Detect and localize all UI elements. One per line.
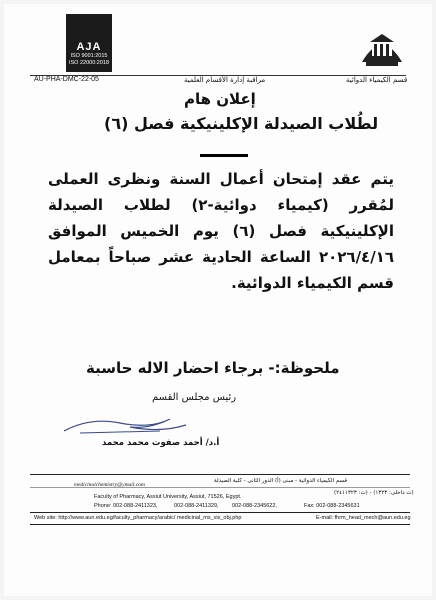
handwritten-signature — [60, 409, 190, 439]
iso-line-1: ISO 9001:2015 — [70, 53, 108, 59]
header-center-text: مراقبة إدارة الأقسام العلمية — [184, 76, 266, 84]
footer-arabic-phone: (ت داخلى: ١٣٢٣) - (ت: ٢٤١١٣٢٣) — [334, 490, 414, 496]
footer-divider-bottom — [30, 524, 410, 525]
logo-text: AJA — [76, 41, 102, 53]
announcement-subtitle: لطُلاب الصيدلة الإكلينيكية فصل (٦) — [104, 114, 379, 133]
note-text: ملحوظة:- برجاء احضار الاله حاسبة — [86, 359, 340, 377]
footer-arabic-address: قسم الكيمياء الدوائية - مبنى (أ) الدور الثانى - كلية الصيدلة — [214, 478, 347, 484]
footer-divider-mid — [30, 487, 410, 488]
footer-email-italic: medicinalchemistry@ymail.com — [74, 482, 145, 488]
footer-faculty: Faculty of Pharmacy, Assiut University, Assiut, 71526, Egypt. — [94, 494, 242, 500]
department-name: قسم الكيمياء الدوائية — [346, 76, 408, 84]
signatory-name: أ.د/ أحمد صفوت محمد محمد — [102, 438, 220, 448]
footer-phone-3: 002-088-2345622, — [232, 503, 277, 509]
footer-fax: Fax: 002-088-2345631 — [304, 503, 360, 509]
accreditation-logo — [66, 14, 112, 72]
document-page — [4, 4, 432, 596]
footer-phone: Phone: 002-088-2411323, — [94, 503, 158, 509]
signature-title: رئيس مجلس القسم — [152, 392, 237, 403]
title-underline — [200, 154, 248, 157]
university-emblem-icon — [356, 22, 408, 70]
iso-line-2: ISO 22000:2018 — [68, 60, 110, 66]
footer-website: Web site: http://www.aun.edu.eg/faculty_pharmacy/arabic/ medicinal_ms_vis_obj.php — [34, 515, 242, 521]
footer-divider-box — [30, 512, 410, 513]
announcement-title: إعلان هام — [184, 90, 256, 108]
footer-phone-2: 002-088-2411329, — [174, 503, 219, 509]
document-code: AU-PHA-DMC-22-05 — [34, 76, 99, 83]
announcement-body: يتم عقد إمتحان أعمال السنة ونظرى العملى لمُقرر (كيمياء دوائية-٢) لطلاب الصيدلة الإكلينيكية فصل (٦) يوم الخميس الموافق ٢٠٢٦/٤/١٦ الساعة الحادية عشر صباحاً بمعامل قسم الكيمياء الدوائية. — [48, 170, 394, 292]
footer-email: E-mail: fhrm_head_mech@aun.edu.eg — [316, 515, 411, 521]
footer-divider-top — [30, 474, 410, 475]
